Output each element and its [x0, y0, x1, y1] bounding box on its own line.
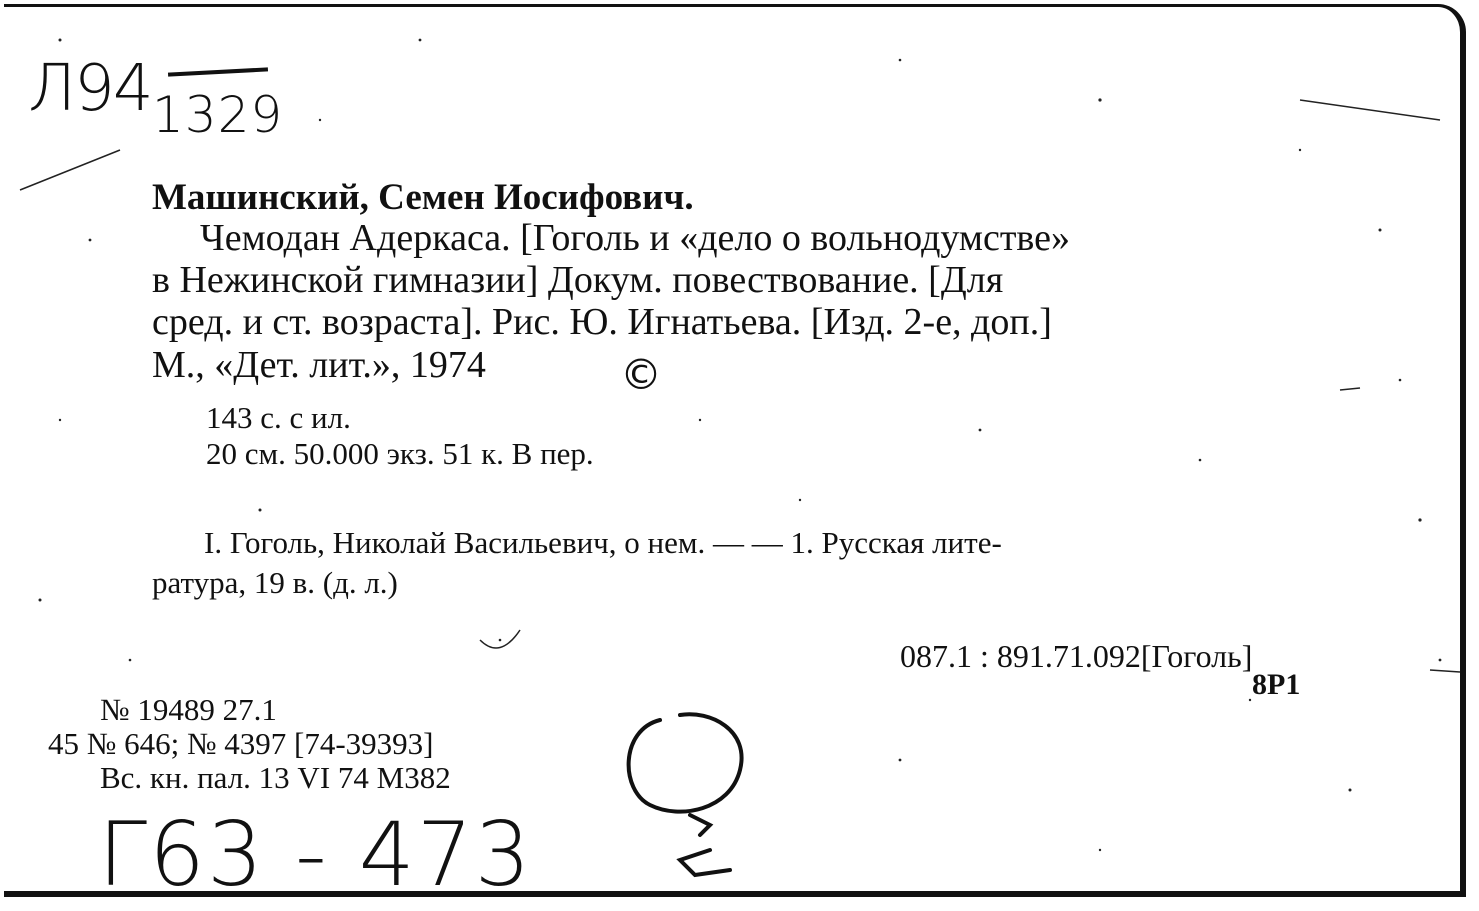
- copyright-symbol: ©: [620, 350, 662, 399]
- classification-code: 087.1 : 891.71.092[Гоголь]: [900, 638, 1253, 674]
- author-heading: Машинский, Семен Иосифович.: [152, 177, 694, 218]
- record-number-2: 45 № 646; № 4397 [74-39393]: [48, 726, 434, 761]
- shelfmark-sub-handwritten: 1329: [152, 86, 284, 144]
- record-number-1: № 19489 27.1: [100, 692, 277, 727]
- title-line-3: сред. и ст. возраста]. Рис. Ю. Игнатьева. [Изд. 2-е, доп.]: [152, 301, 1052, 343]
- subject-line-1: I. Гоголь, Николай Васильевич, о нем. — — 1. Русская лите-: [204, 525, 1002, 560]
- classification-code-2: 8P1: [1252, 668, 1301, 701]
- pagination: 143 с. с ил.: [206, 400, 351, 435]
- size-price: 20 см. 50.000 экз. 51 к. В пер.: [206, 436, 594, 471]
- record-number-3: Вс. кн. пал. 13 VI 74 М382: [100, 760, 451, 795]
- subject-line-2: ратура, 19 в. (д. л.): [152, 565, 398, 600]
- shelfmark-handwritten: Л94: [28, 52, 152, 126]
- title-line-2: в Нежинской гимназии] Докум. повествование. [Для: [152, 259, 1004, 301]
- imprint-line: М., «Дет. лит.», 1974: [152, 344, 486, 386]
- inventory-number-handwritten: Г63 - 473: [98, 803, 533, 906]
- title-line-1: Чемодан Адеркаса. [Гоголь и «дело о вольнодумстве»: [200, 217, 1071, 259]
- handwritten-loop-mark: [600, 700, 800, 890]
